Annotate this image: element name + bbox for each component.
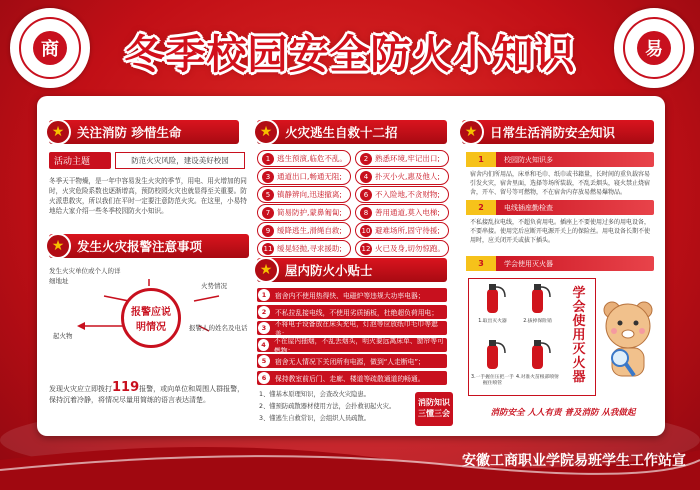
extinguisher-step (516, 281, 559, 335)
indoor-tip-text: 保持教室前后门、走廊、楼道等疏散通道的畅通。 (275, 374, 425, 383)
indoor-tip-number: 1 (258, 289, 270, 301)
indoor-tip (257, 320, 447, 338)
tip-text: 火已及身,切勿惊跑。 (375, 244, 445, 253)
sub-number: 1 (466, 152, 496, 167)
extinguisher-step (471, 281, 514, 335)
diagram-fire-situation: 火势情况 (201, 282, 227, 290)
sub-number: 2 (466, 200, 496, 215)
diagram-burning-material: 起火物 (53, 332, 73, 340)
tip-text: 镇静辨向,迅速撤离; (277, 190, 342, 199)
tip-text: 缓降逃生,滑绳自救; (277, 226, 342, 235)
left-school-logo (10, 8, 90, 88)
report-rest: 报警，或向单位和周围人群报警，保持沉着冷静，将情况尽量用简练的语言表达清楚。 (49, 385, 245, 404)
tip-text: 缓晃轻抛,寻求援助; (277, 244, 342, 253)
escape-tip (257, 240, 351, 257)
indoor-tip-number: 4 (258, 339, 269, 351)
step-label: 4.对准火苗根部喷射 (516, 375, 559, 380)
indoor-tip-text: 不在屋内抽烟，不乱丢烟头，明火要远离床单、窗帘等可燃物； (273, 336, 444, 355)
fire-extinguisher-icon (516, 337, 559, 371)
mascot-icon (600, 296, 656, 386)
sub-title: 校园防火知识多 (504, 155, 553, 164)
alarm-diagram (49, 261, 249, 371)
three-knows-badge: 消防知识三懂三会 (415, 392, 453, 426)
subheader-wiring (466, 200, 654, 215)
extinguisher-steps (471, 281, 561, 393)
theme-label: 活动主题 (49, 152, 111, 169)
step-label: 3.一手握住压把一手握住喷管 (471, 375, 514, 386)
indoor-tip-text: 不私拉乱接电线，不使用劣质插板，杜绝超负荷用电； (275, 308, 439, 317)
tip-number: 3 (262, 171, 274, 183)
middle-column (257, 96, 452, 436)
escape-tip (257, 168, 351, 185)
knowledge-item: 2、懂预防疏散器材使用方法，会扑救初起火灾。 (259, 403, 396, 410)
intro-paragraph: 冬季天干物燥，是一年中容易发生火灾的季节，用电、用火增加的同时，火灾危险系数也逐渐增高，预防校园火灾也就显得至关重要。防火派患救灾，所以我们在平时一定要注意防范火灾。在这里，小易特地给大家介绍一些冬季校园防火小知识。 (49, 177, 247, 215)
tip-number: 6 (360, 189, 372, 201)
sub-number: 3 (466, 256, 496, 271)
indoor-tip (257, 371, 447, 385)
star-icon: ★ (45, 119, 71, 145)
step-label: 1.取出灭火器 (478, 319, 507, 324)
escape-tip (355, 150, 449, 167)
escape-tip (355, 222, 449, 239)
tip-number: 9 (262, 225, 274, 237)
fire-extinguisher-icon (516, 281, 559, 315)
section-header-escape (257, 120, 447, 144)
indoor-tip (257, 354, 447, 368)
sub-title: 电线插座勤检查 (504, 203, 553, 212)
knowledge-item: 1、懂基本原理知识，会查改火灾隐患。 (259, 391, 371, 398)
tip-text: 简易防护,蒙鼻匍匐; (277, 208, 342, 217)
page-title: 冬季校园安全防火小知识 (124, 31, 576, 78)
logo-character: 易 (637, 31, 671, 65)
escape-tips-grid (257, 150, 452, 260)
wiring-paragraph: 不私接乱拉电线，不超负荷用电。插座上不要使用过多的用电设备，不要串接。使用完后应断开电源开关上的保险丝。用电设备长期不使用时，应关闭开关或拔下插头。 (470, 219, 651, 244)
star-icon: ★ (458, 119, 484, 145)
section-header-fire-safety (49, 120, 239, 144)
content-board (37, 96, 665, 436)
report-prefix: 发现火灾应立即拨打 (49, 385, 112, 393)
subheader-extinguisher (466, 256, 654, 271)
step-label: 2.拔掉保险销 (523, 319, 552, 324)
subheader-campus (466, 152, 654, 167)
tip-text: 熟悉环境,牢记出口; (375, 154, 440, 163)
indoor-tip (257, 336, 447, 355)
indoor-tip-text: 不将电子设备放在床头充电，灯泡等应放纸巾毛巾等遮盖； (274, 320, 438, 338)
indoor-tip-number: 3 (258, 322, 270, 334)
indoor-tip-number: 2 (258, 306, 270, 318)
escape-tip (257, 186, 351, 203)
tip-text: 扑灭小火,惠及他人; (375, 172, 440, 181)
star-icon: ★ (253, 119, 279, 145)
section-title: 屋内防火小贴士 (285, 263, 373, 278)
tip-number: 1 (262, 153, 274, 165)
tip-text: 避难场所,固守待援; (375, 226, 440, 235)
right-column (462, 96, 657, 436)
extinguisher-poster (468, 278, 596, 396)
escape-tip (355, 168, 449, 185)
campus-paragraph: 宿舍内们所用品，床单和毛巾、纸巾或书籍量，长时间的重负载容易引发火灾，宿舍里面，选择等场所装载，不乱丢烟头，寝火禁止烧宿舍，开车、留号等可燃物，不在宿舍内存放易燃易爆物品。 (470, 171, 651, 196)
escape-tip (257, 150, 351, 167)
tip-number: 7 (262, 207, 274, 219)
diagram-center: 报警应说明情况 (121, 288, 181, 348)
escape-tip (355, 240, 449, 257)
logo-character: 商 (33, 31, 67, 65)
star-icon: ★ (253, 257, 279, 283)
report-paragraph (49, 382, 249, 406)
sub-title: 学会使用灭火器 (504, 259, 553, 268)
header (0, 0, 700, 100)
indoor-tip (257, 288, 447, 302)
tip-text: 不入险地,不贪财物; (375, 190, 440, 199)
tip-number: 4 (360, 171, 372, 183)
diagram-address: 发生火灾单位或个人的详细地址 (49, 267, 121, 285)
tip-number: 8 (360, 207, 372, 219)
safety-slogan: 消防安全 人人有责 普及消防 从我做起 (490, 408, 636, 418)
footer-text: 安徽工商职业学院易班学生工作站宣 (462, 453, 686, 469)
indoor-tip-number: 6 (258, 372, 270, 384)
emergency-number: 119 (112, 380, 140, 395)
left-column (49, 96, 249, 436)
knowledge-item: 3、懂逃生自救常识，会组织人员疏散。 (259, 415, 371, 422)
indoor-tip-text: 宿舍无人情况下关闭所有电源，做到“人走断电”； (275, 358, 425, 366)
extinguisher-step (471, 337, 514, 391)
indoor-tip (257, 305, 447, 319)
tip-text: 逃生预演,临危不乱。 (277, 154, 347, 163)
tip-number: 11 (263, 244, 273, 253)
tip-text: 通道出口,畅通无阻; (277, 172, 342, 181)
section-title: 发生火灾报警注意事项 (77, 239, 203, 254)
tip-number: 2 (360, 153, 372, 165)
section-title: 关注消防 珍惜生命 (77, 125, 182, 140)
indoor-tip-number: 5 (258, 355, 270, 367)
poster-vertical-title: 学会使用灭火器 (572, 286, 586, 385)
tip-number: 10 (361, 226, 371, 235)
section-header-daily (462, 120, 654, 144)
right-yiban-logo (614, 8, 694, 88)
fire-extinguisher-icon (471, 281, 514, 315)
knowledge-list (259, 390, 409, 435)
section-header-alarm (49, 234, 249, 258)
fire-extinguisher-icon (471, 337, 514, 371)
escape-tip (257, 204, 351, 221)
star-icon: ★ (45, 233, 71, 259)
section-title: 日常生活消防安全知识 (490, 125, 616, 140)
tip-number: 5 (262, 189, 274, 201)
escape-tip (355, 204, 449, 221)
diagram-caller-info: 报警人的姓名及电话 (189, 324, 248, 332)
section-title: 火灾逃生自救十二招 (285, 125, 398, 140)
indoor-tip-text: 宿舍内不使用热得快、电磁炉等违规大功率电器； (275, 292, 425, 300)
indoor-tips-list (257, 288, 452, 388)
section-header-indoor (257, 258, 447, 282)
tip-text: 善用通道,莫入电梯; (375, 208, 440, 217)
extinguisher-step (516, 337, 559, 391)
escape-tip (257, 222, 351, 239)
escape-tip (355, 186, 449, 203)
tip-number: 12 (361, 244, 371, 253)
mascot-bear (600, 296, 656, 386)
theme-text: 防范火灾风险，建设美好校园 (115, 152, 245, 169)
